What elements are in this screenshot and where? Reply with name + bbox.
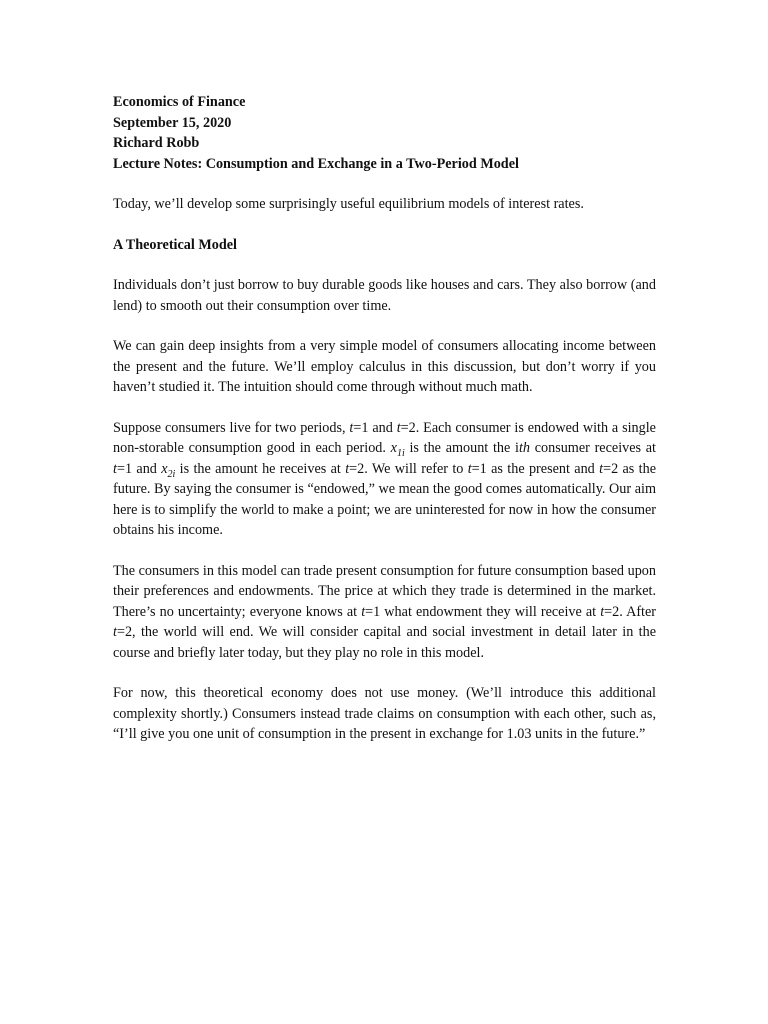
lecture-date: September 15, 2020 [113, 114, 232, 131]
paragraph-3: Suppose consumers live for two periods, t=1 and t=2. Each consumer is endowed with a single non-storable consumption good in each period. $x_{1i}$ is the amount the ith consumer receives at t=1 and $x_{2i}$ is the amount he receives at t=2. We will refer to t=1 as the present and t=2 as the future. By saying the consumer is “endowed,” we mean the good comes automatically. Our aim here is to simplify the world to make a point; we are uninterested for now in how the consumer obtains his income. [113, 419, 657, 538]
course-name: Economics of Finance [113, 94, 246, 110]
paragraph-4: The consumers in this model can trade present consumption for future consumption based upon their preferences and endowments. The price at which they trade is determined in the market. There’s no uncertainty; everyone knows at t=1 what endowment they will receive at t=2. After t=2, the world will end. We will consider capital and social investment in detail later in the course and briefly later today, but they play no role in this model. [113, 562, 657, 661]
author-name: Richard Robb [113, 135, 200, 151]
paragraph-2: We can gain deep insights from a very simple model of consumers allocating income between the present and the future. We’ll employ calculus in this discussion, but don’t worry if you haven’t studied it. The intuition should come through without much math. [113, 338, 656, 395]
paragraph-5: For now, this theoretical economy does not use money. (We’ll introduce this additional complexity shortly.) Consumers instead trade claims on consumption with each other, such as, “I’ll give you one unit of consumption in the present in exchange for 1.03 units in the future.” [113, 685, 656, 742]
document-title: Lecture Notes: Consumption and Exchange in a Two-Period Model [113, 155, 519, 172]
intro-sentence: Today, we’ll develop some surprisingly useful equilibrium models of interest rates. [113, 196, 584, 212]
paragraph-1: Individuals don’t just borrow to buy durable goods like houses and cars. They also borrow (and lend) to smooth out their consumption over time. [113, 277, 656, 314]
variable-x2i: $x_{2i}$ [161, 460, 176, 480]
variable-x1i: $x_{1i}$ [390, 440, 405, 459]
section-heading: A Theoretical Model [113, 236, 237, 253]
document-page [113, 92, 656, 745]
